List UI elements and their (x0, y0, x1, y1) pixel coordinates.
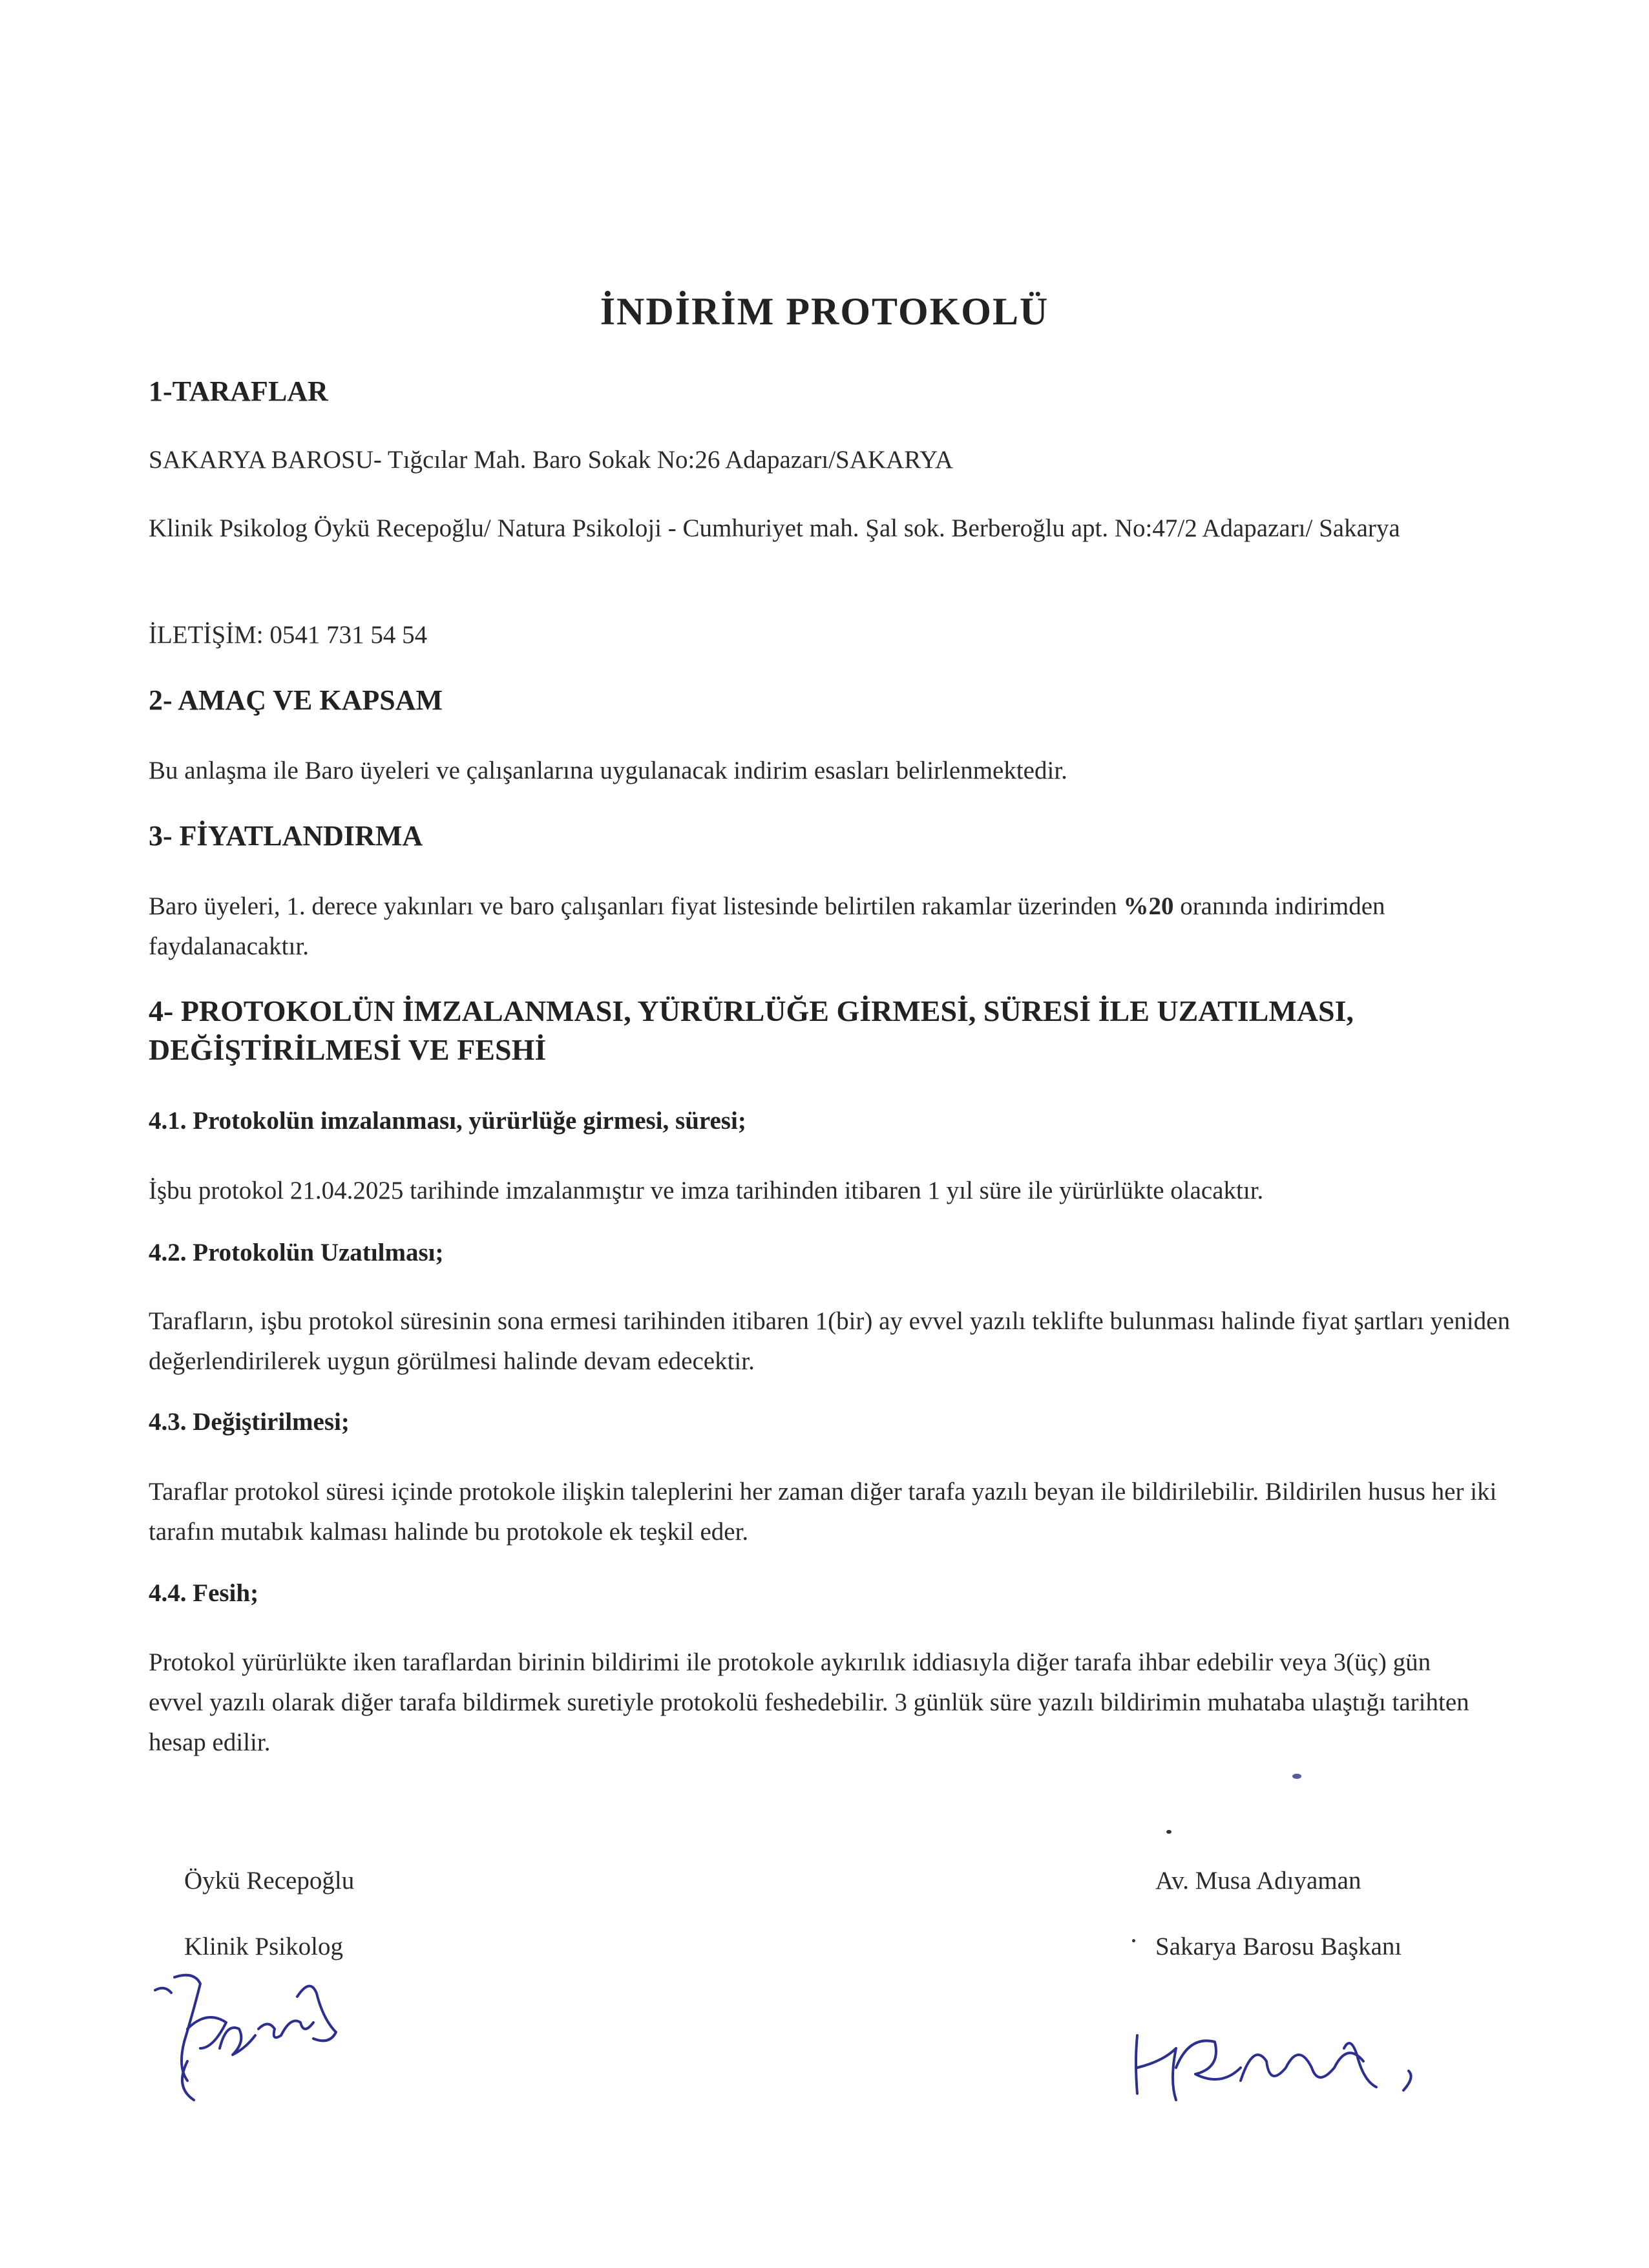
section-4-4-heading: 4.4. Fesih; (149, 1579, 259, 1607)
section-4-3-text: Taraflar protokol süresi içinde protokole ilişkin taleplerini her zaman diğer tarafa yazılı beyan ile bildirilebilir. Bildirilen husus her iki tarafın mutabık kalması halinde bu protokole ek teşkil eder. (149, 1478, 1497, 1546)
discount-rate: %20 (1123, 892, 1174, 920)
section-3-text-after: oranında indirimden faydalanacaktır. (149, 892, 1385, 960)
section-4-2-heading: 4.2. Protokolün Uzatılması; (149, 1239, 444, 1266)
section-1-heading: 1-TARAFLAR (149, 375, 328, 407)
scan-speck (1132, 1939, 1135, 1942)
signature-left (149, 1951, 368, 2106)
section-4-4-text: Protokol yürürlükte iken taraflardan birinin bildirimi ile protokole aykırılık iddiasıyla diğer tarafa ihbar edebilir veya 3(üç) gün evvel yazılı olarak diğer tarafa bildirmek suretiyle protokolü feshedebilir. 3 günlük süre yazılı bildirimin muhataba ulaştığı tarihten hesap edilir. (149, 1648, 1469, 1756)
section-3-heading: 3- FİYATLANDIRMA (149, 820, 423, 852)
section-3-text (149, 887, 1512, 967)
signatory-left-title: Klinik Psikolog (184, 1933, 343, 1960)
section-4-heading: 4- PROTOKOLÜN İMZALANMASI, YÜRÜRLÜĞE GİRMESİ, SÜRESİ İLE UZATILMASI, DEĞİŞTİRİLMESİ VE FESHİ (149, 994, 1354, 1066)
section-2-heading: 2- AMAÇ VE KAPSAM (149, 684, 443, 716)
scan-speck (1166, 1830, 1171, 1834)
party-2-text: Klinik Psikolog Öykü Recepoğlu/ Natura Psikoloji - Cumhuriyet mah. Şal sok. Berberoğlu apt. No:47/2 Adapazarı/ Sakarya (149, 514, 1400, 542)
section-3-text-before: Baro üyeleri, 1. derece yakınları ve baro çalışanları fiyat listesinde belirtilen rakamlar üzerinden (149, 892, 1124, 920)
signatory-right-title: Sakarya Barosu Başkanı (1155, 1933, 1402, 1960)
party-1-text: SAKARYA BAROSU- Tığcılar Mah. Baro Sokak No:26 Adapazarı/SAKARYA (149, 446, 954, 474)
section-4-1-text: İşbu protokol 21.04.2025 tarihinde imzalanmıştır ve imza tarihinden itibaren 1 yıl süre ile yürürlükte olacaktır. (149, 1177, 1264, 1204)
section-4-3-heading: 4.3. Değiştirilmesi; (149, 1408, 350, 1436)
signatory-left-name: Öykü Recepoğlu (184, 1867, 355, 1895)
signature-right (1124, 2010, 1434, 2113)
section-4-2-text: Tarafların, işbu protokol süresinin sona ermesi tarihinden itibaren 1(bir) ay evvel yazılı teklifte bulunması halinde fiyat şartları yeniden değerlendirilerek uygun görülmesi halinde devam edecektir. (149, 1307, 1510, 1375)
section-2-text: Bu anlaşma ile Baro üyeleri ve çalışanlarına uygulanacak indirim esasları belirlenmektedir. (149, 757, 1067, 784)
scan-speck (1292, 1774, 1301, 1779)
section-4-1-heading: 4.1. Protokolün imzalanması, yürürlüğe girmesi, süresi; (149, 1107, 746, 1135)
contact-text: İLETİŞİM: 0541 731 54 54 (149, 621, 428, 649)
signatory-right-name: Av. Musa Adıyaman (1155, 1867, 1361, 1895)
document-title: İNDİRİM PROTOKOLÜ (600, 290, 1049, 333)
